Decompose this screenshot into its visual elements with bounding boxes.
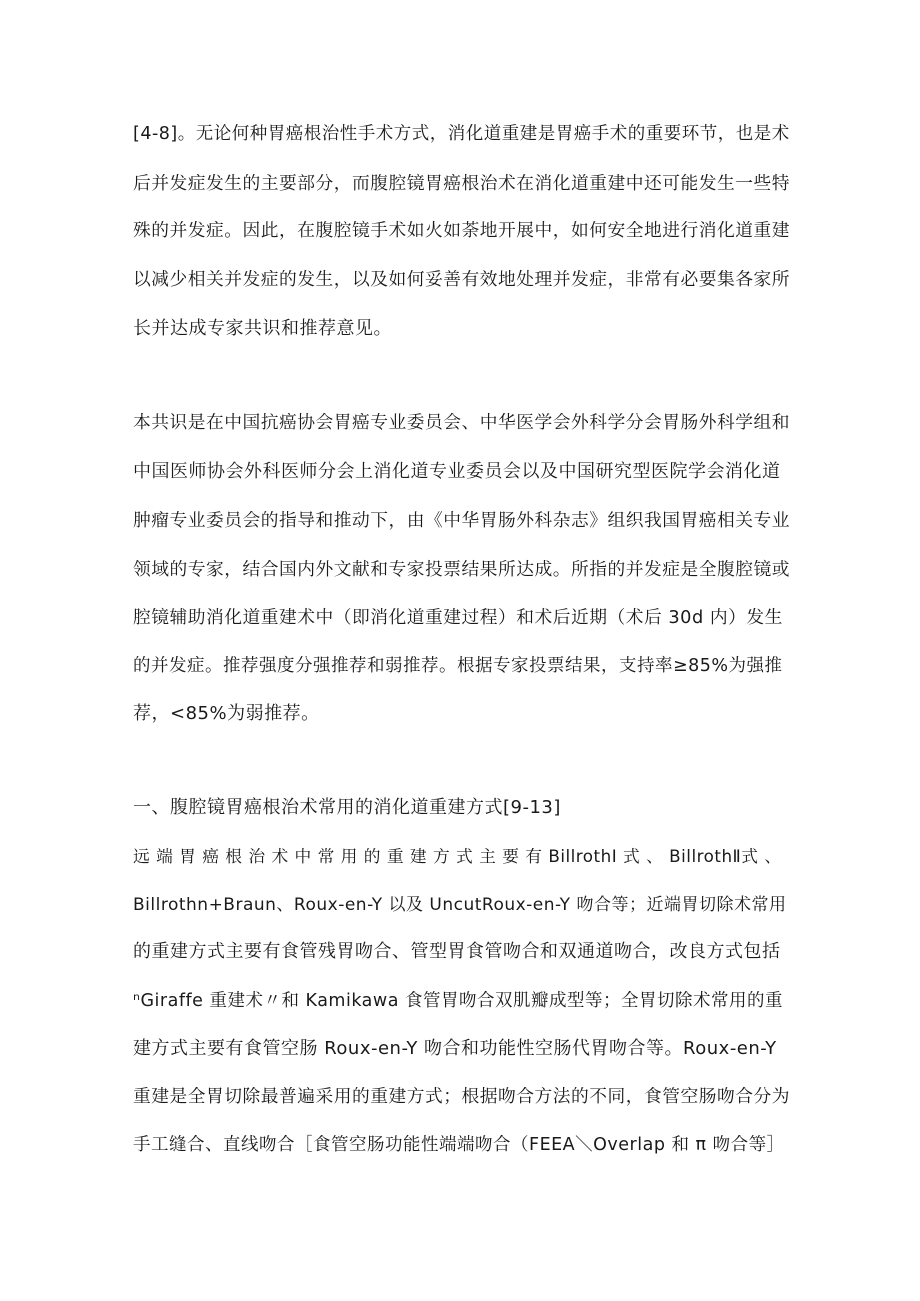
paragraph-2-line-1: 本共识是在中国抗癌协会胃癌专业委员会、中华医学会外科学分会胃肠外科学组和: [133, 413, 791, 433]
paragraph-2-line-4: 领域的专家，结合国内外文献和专家投票结果所达成。所指的并发症是全腹腔镜或: [133, 560, 791, 580]
paragraph-1-line-1: [4-8]。无论何种胃癌根治性手术方式，消化道重建是胃癌手术的重要环节，也是术: [133, 124, 790, 144]
paragraph-3-line-1: 远 端 胃 癌 根 治 术 中 常 用 的 重 建 方 式 主 要 有 BillrothI 式 、 BillrothⅡ式 、: [133, 846, 782, 866]
paragraph-2-line-5: 腔镜辅助消化道重建术中（即消化道重建过程）和术后近期（术后 30d 内）发生: [133, 608, 783, 628]
paragraph-3-line-5: 建方式主要有食管空肠 Roux-en-Y 吻合和功能性空肠代胃吻合等。Roux-en-Y: [133, 1038, 777, 1059]
paragraph-3-line-2: Billrothn+Braun、Roux-en-Y 以及 UncutRoux-en-Y 吻合等；近端胃切除术常用: [133, 895, 787, 915]
paragraph-3-line-3: 的重建方式主要有食管残胃吻合、管型胃食管吻合和双通道吻合，改良方式包括: [133, 941, 781, 962]
paragraph-1-line-5: 长并达成专家共识和推荐意见。: [133, 318, 392, 339]
paragraph-3-line-6: 重建是全胃切除最普遍采用的重建方式；根据吻合方法的不同，食管空肠吻合分为: [133, 1087, 791, 1107]
paragraph-1-line-4: 以减少相关并发症的发生，以及如何妥善有效地处理并发症，非常有必要集各家所: [133, 270, 791, 290]
paragraph-3-line-4: ⁿGiraffe 重建术〃和 Kamikawa 食管胃吻合双肌瓣成型等；全胃切除术常用的重: [133, 991, 783, 1011]
section-heading: 一、腹腔镜胃癌根治术常用的消化道重建方式[9-13]: [133, 797, 561, 818]
paragraph-1-line-3: 殊的并发症。因此，在腹腔镜手术如火如荼地开展中，如何安全地进行消化道重建: [133, 221, 791, 241]
paragraph-2-line-7: 荐，<85%为弱推荐。: [133, 703, 320, 724]
paragraph-1-line-2: 后并发症发生的主要部分，而腹腔镜胃癌根治术在消化道重建中还可能发生一些特: [133, 174, 791, 194]
paragraph-2-line-2: 中国医师协会外科医师分会上消化道专业委员会以及中国研究型医院学会消化道: [133, 461, 781, 482]
paragraph-3-line-7: 手工缝合、直线吻合［食管空肠功能性端端吻合（FEEA＼Overlap 和 π 吻合等］: [133, 1135, 785, 1155]
paragraph-2-line-3: 肿瘤专业委员会的指导和推动下，由《中华胃肠外科杂志》组织我国胃癌相关专业: [133, 511, 791, 531]
paragraph-2-line-6: 的并发症。推荐强度分强推荐和弱推荐。根据专家投票结果，支持率≥85%为强推: [133, 656, 783, 676]
